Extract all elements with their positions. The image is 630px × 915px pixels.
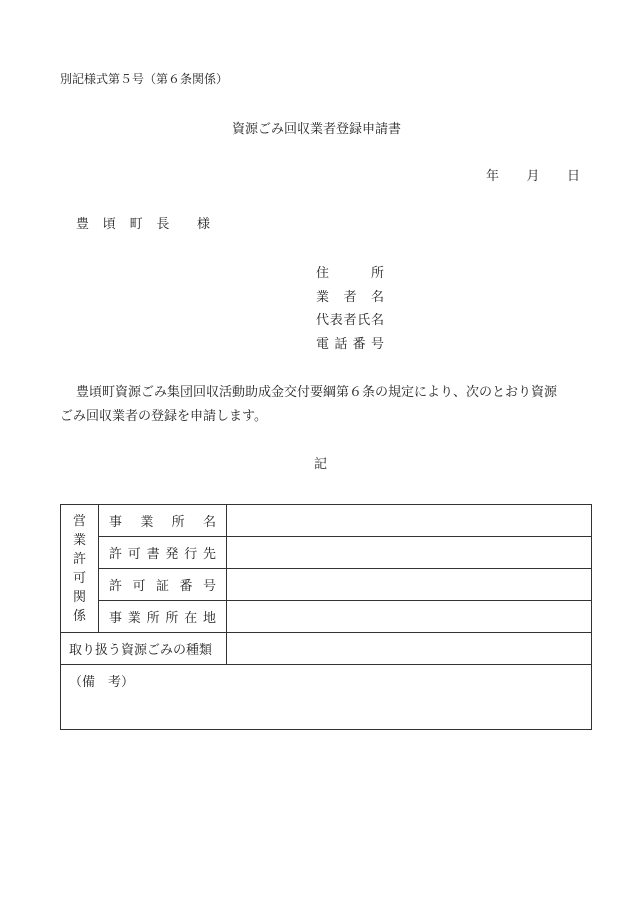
date-line — [486, 165, 580, 184]
date-day: 日 — [566, 169, 580, 184]
registration-table — [60, 504, 592, 730]
label-permit-number: 許 可 証 番 号 — [99, 569, 227, 601]
value-permit-number[interactable] — [227, 569, 592, 601]
value-permit-issuer[interactable] — [227, 537, 592, 569]
form-number: 別記様式第５号（第６条関係） — [60, 72, 229, 86]
addressee — [76, 213, 210, 232]
field-representative: 代 表 者 氏 名 — [316, 313, 384, 328]
body-line-2: ごみ回収業者の登録を申請します。 — [60, 409, 267, 424]
addressee-char: 頃 — [102, 217, 116, 232]
date-year: 年 — [486, 169, 500, 184]
addressee-char: 長 — [156, 217, 170, 232]
label-permit-issuer: 許 可 書 発 行 先 — [99, 537, 227, 569]
field-business-name: 業 者 名 — [316, 290, 384, 305]
business-permit-group-label: 営 業 許 可 関 係 — [61, 505, 99, 633]
remarks-box[interactable] — [61, 665, 592, 730]
label-office-location: 事 業 所 所 在 地 — [99, 601, 227, 633]
ki-heading: 記 — [314, 457, 328, 472]
value-office-name[interactable] — [227, 505, 592, 537]
label-office-name: 事 業 所 名 — [99, 505, 227, 537]
label-recyclable-types: 取り扱う資源ごみの種類 — [61, 633, 227, 665]
document-title: 資源ごみ回収業者登録申請書 — [232, 122, 402, 137]
field-address: 住 所 — [316, 266, 384, 281]
value-office-location[interactable] — [227, 601, 592, 633]
date-month: 月 — [526, 169, 540, 184]
value-recyclable-types[interactable] — [227, 633, 592, 665]
addressee-char: 様 — [196, 217, 210, 232]
addressee-char: 豊 — [76, 217, 90, 232]
remarks-label: （備 考） — [69, 675, 135, 690]
addressee-char: 町 — [129, 217, 143, 232]
field-phone: 電 話 番 号 — [316, 337, 384, 352]
body-line-1: 豊頃町資源ごみ集団回収活動助成金交付要綱第６条の規定により、次のとおり資源 — [76, 385, 558, 400]
